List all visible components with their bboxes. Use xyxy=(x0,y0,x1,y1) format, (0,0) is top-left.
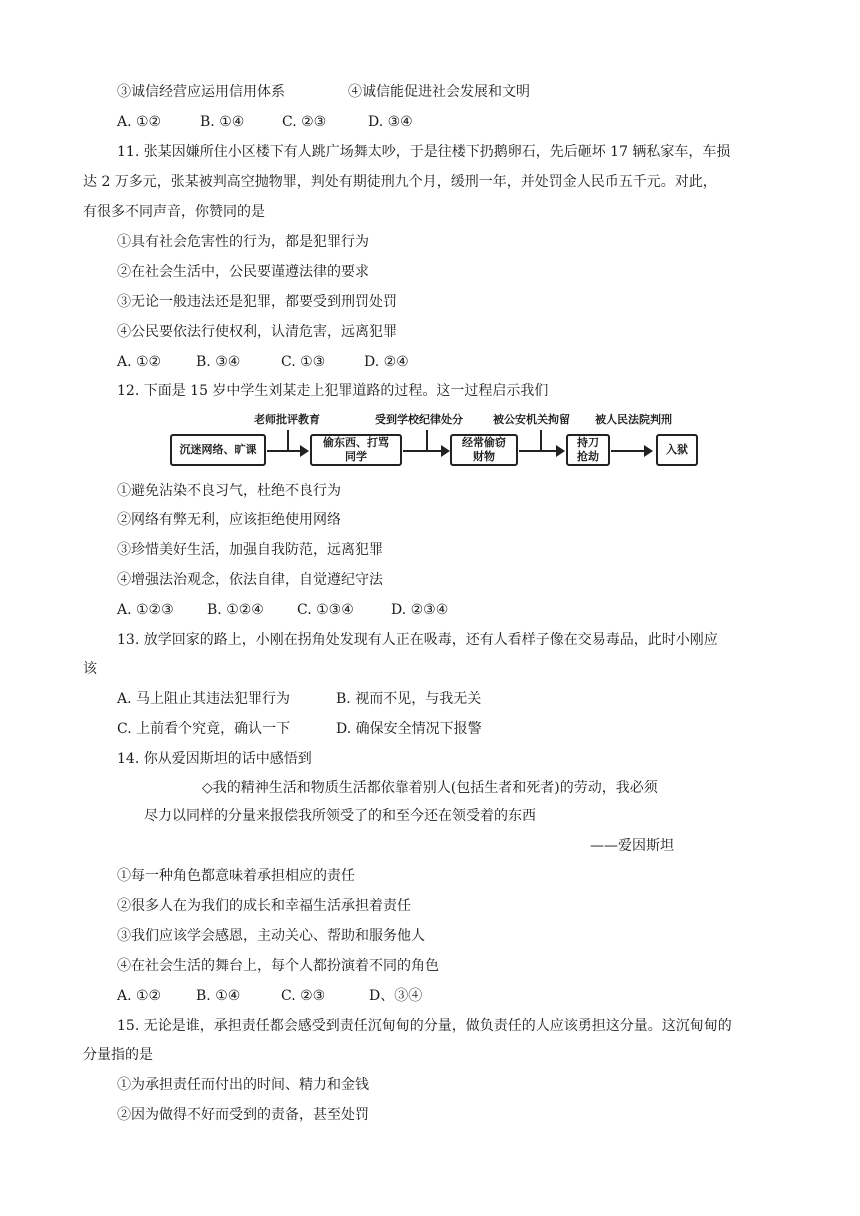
choice-d: D. ②③④ xyxy=(391,602,449,618)
choice-b: B. ①④ xyxy=(200,114,245,130)
q11-stem-line-1: 11. 张某因嫌所住小区楼下有人跳广场舞太吵，于是往楼下扔鹅卵石，先后砸坏 17 辆私家车，车损 xyxy=(117,144,731,160)
q12-item-4: ④增强法治观念，依法自律，自觉遵纪守法 xyxy=(117,572,383,588)
choice-a: A. ①② xyxy=(117,114,162,130)
q12-stem: 12. 下面是 15 岁中学生刘某走上犯罪道路的过程。这一过程启示我们 xyxy=(117,383,549,399)
flow-tick xyxy=(426,430,428,450)
choice-c: C. ①③ xyxy=(281,354,326,370)
q13-stem-line-2: 该 xyxy=(83,661,97,677)
choice-a: A. ①②③ xyxy=(117,602,174,618)
q13-choice-a: A. 马上阻止其违法犯罪行为 xyxy=(117,691,291,707)
q11-item-2: ②在社会生活中，公民要谨遵法律的要求 xyxy=(117,264,369,280)
flow-tick xyxy=(540,430,542,450)
q13-choice-d: D. 确保安全情况下报警 xyxy=(336,721,482,737)
q12-item-2: ②网络有弊无利，应该拒绝使用网络 xyxy=(117,512,341,528)
q11-item-3: ③无论一般违法还是犯罪，都要受到刑罚处罚 xyxy=(117,294,397,310)
q12-item-3: ③珍惜美好生活，加强自我防范，远离犯罪 xyxy=(117,542,383,558)
flow-tick xyxy=(287,430,289,450)
choice-b: B. ③④ xyxy=(196,354,241,370)
choice-d: D. ②④ xyxy=(364,354,409,370)
choice-b: B. ①④ xyxy=(196,988,241,1004)
q14-attribution: ——爱因斯坦 xyxy=(590,838,674,854)
choice-c: C. ②③ xyxy=(282,114,327,130)
q11-stem-line-2: 达 2 万多元，张某被判高空抛物罪，判处有期徒刑九个月，缓刑一年，并处罚金人民币五千元。对此， xyxy=(83,174,717,190)
q11-stem-line-3: 有很多不同声音，你赞同的是 xyxy=(83,204,265,220)
q13-choice-c: C. 上前看个究竟，确认一下 xyxy=(117,721,291,737)
q13-choice-b: B. 视而不见，与我无关 xyxy=(336,691,482,707)
flow-box-armed-robbery: 持刀抢劫 xyxy=(566,434,610,466)
flow-arrow xyxy=(267,450,307,452)
flow-label-court-sentence: 被人民法院判刑 xyxy=(595,413,672,426)
q14-stem: 14. 你从爱因斯坦的话中感悟到 xyxy=(117,751,312,767)
q11-choices xyxy=(117,352,409,372)
choice-c: C. ②③ xyxy=(281,988,326,1004)
crime-path-flow-diagram xyxy=(170,410,700,472)
choice-a: A. ①② xyxy=(117,988,162,1004)
flow-box-stealing-fighting: 偷东西、打骂同学 xyxy=(310,434,402,466)
q14-item-4: ④在社会生活的舞台上，每个人都扮演着不同的角色 xyxy=(117,958,439,974)
flow-label-school-discipline: 受到学校纪律处分 xyxy=(375,413,463,426)
q12-item-1: ①避免沾染不良习气，杜绝不良行为 xyxy=(117,483,341,499)
q15-stem-line-1: 15. 无论是谁，承担责任都会感受到责任沉甸甸的分量，做负责任的人应该勇担这分量。这沉甸甸的 xyxy=(117,1018,732,1034)
choice-c: C. ①③④ xyxy=(297,602,354,618)
flow-label-police-detention: 被公安机关拘留 xyxy=(493,413,570,426)
q12-choices xyxy=(117,600,448,620)
flow-box-frequent-theft: 经常偷窃财物 xyxy=(450,434,518,466)
q14-choices xyxy=(117,986,422,1006)
q10-option-4: ④诚信能促进社会发展和文明 xyxy=(348,84,530,100)
q14-quote-line-1: ◇我的精神生活和物质生活都依靠着别人(包括生者和死者)的劳动，我必须 xyxy=(202,780,658,796)
q10-option-3: ③诚信经营应运用信用体系 xyxy=(117,84,285,100)
q11-item-1: ①具有社会危害性的行为，都是犯罪行为 xyxy=(117,234,369,250)
choice-d: D、③④ xyxy=(369,988,423,1004)
flow-arrow xyxy=(403,450,448,452)
q14-item-2: ②很多人在为我们的成长和幸福生活承担着责任 xyxy=(117,898,411,914)
q15-item-2: ②因为做得不好而受到的责备，甚至处罚 xyxy=(117,1107,369,1123)
q15-item-1: ①为承担责任而付出的时间、精力和金钱 xyxy=(117,1077,369,1093)
flow-arrow xyxy=(519,450,563,452)
q10-choices xyxy=(117,112,413,132)
q13-stem-line-1: 13. 放学回家的路上，小刚在拐角处发现有人正在吸毒，还有人看样子像在交易毒品，此时小刚应 xyxy=(117,632,718,648)
q11-item-4: ④公民要依法行使权利，认清危害，远离犯罪 xyxy=(117,324,397,340)
choice-d: D. ③④ xyxy=(368,114,413,130)
flow-box-prison: 入狱 xyxy=(656,434,698,466)
choice-b: B. ①②④ xyxy=(207,602,264,618)
q15-stem-line-2: 分量指的是 xyxy=(83,1047,153,1063)
flow-arrow xyxy=(611,450,651,452)
q14-item-3: ③我们应该学会感恩，主动关心、帮助和服务他人 xyxy=(117,928,425,944)
flow-box-internet-truancy: 沉迷网络、旷课 xyxy=(170,434,266,466)
flow-label-teacher-criticism: 老师批评教育 xyxy=(254,413,320,426)
choice-a: A. ①② xyxy=(117,354,162,370)
q14-item-1: ①每一种角色都意味着承担相应的责任 xyxy=(117,868,355,884)
q14-quote-line-2: 尽力以同样的分量来报偿我所领受了的和至今还在领受着的东西 xyxy=(144,808,536,824)
